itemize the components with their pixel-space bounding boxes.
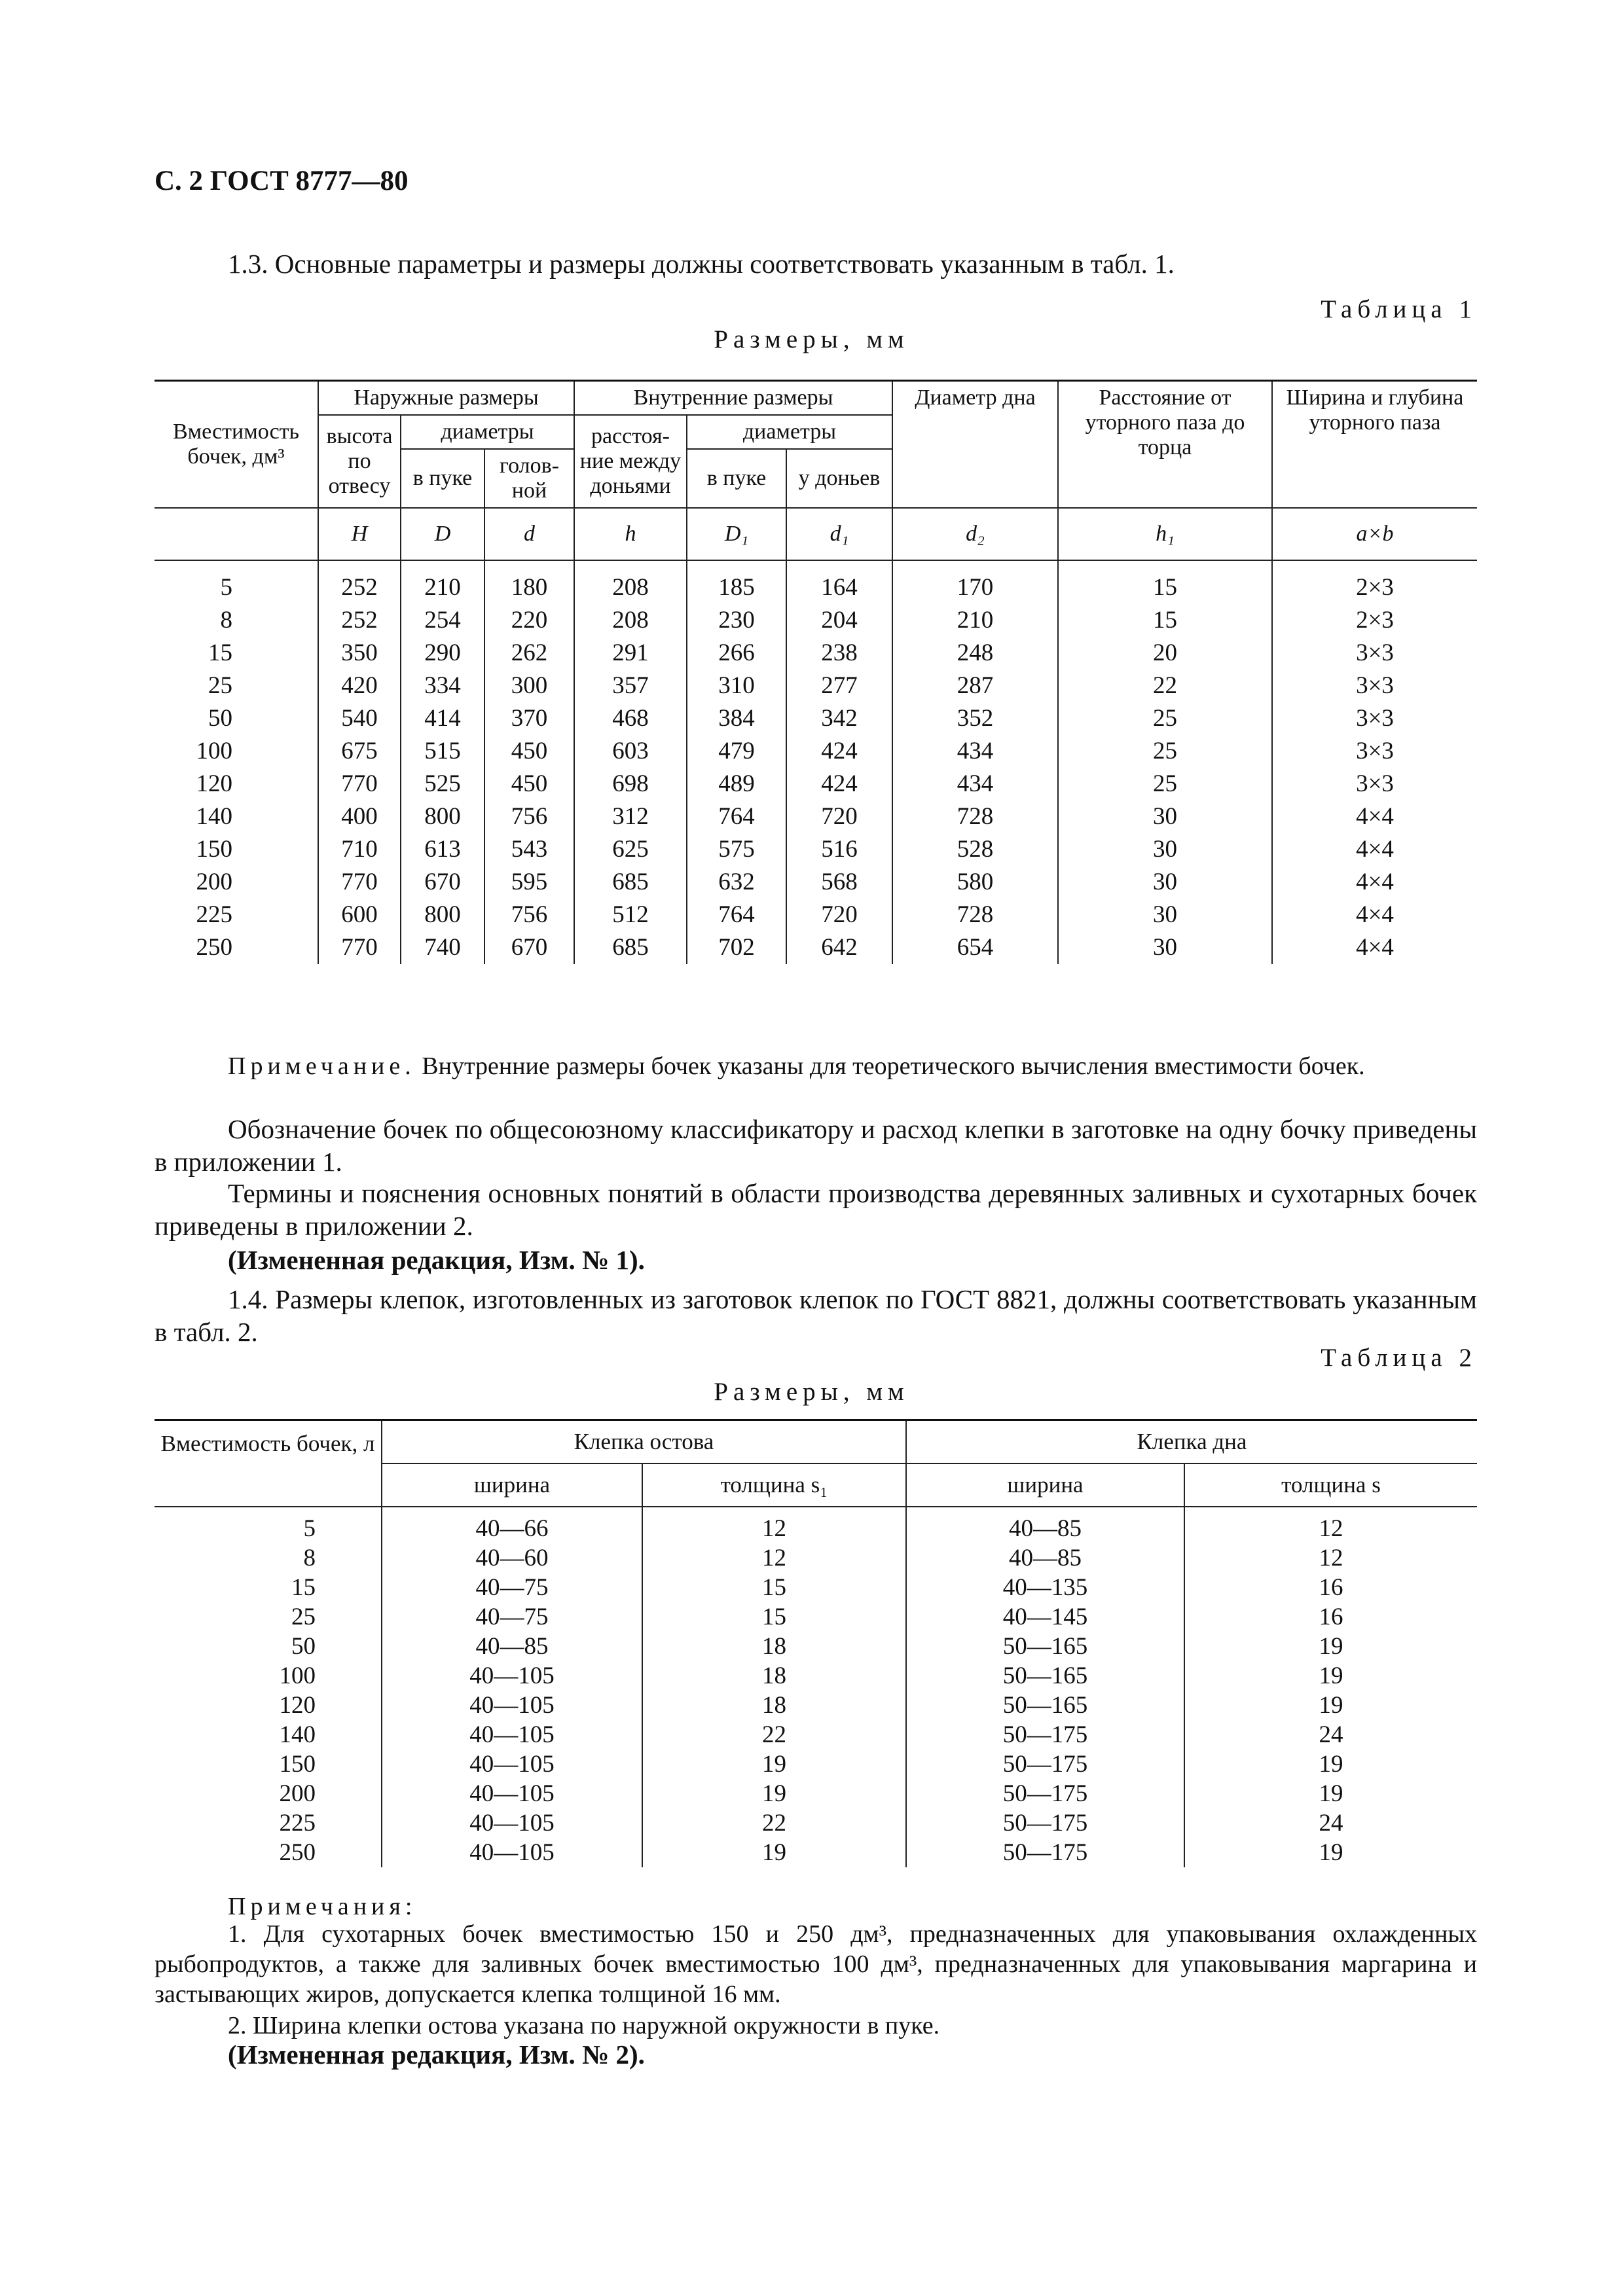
table-cell: 540 [318,702,401,735]
table-cell: 262 [484,637,574,670]
table-cell: 30 [1058,800,1272,833]
table-cell: 19 [1184,1749,1477,1779]
table-cell: 50—175 [906,1808,1184,1838]
th2-thickness-s1: толщина s₁ [642,1463,906,1507]
th-distance-between-heads: расстоя-ние между доньями [574,415,687,508]
table-cell: 15 [642,1602,906,1632]
table-cell: 50—175 [906,1779,1184,1808]
table-cell: 254 [401,604,484,637]
table-cell: 740 [401,931,484,964]
table-cell: 654 [892,931,1058,964]
table-cell: 25 [1058,702,1272,735]
table-row [155,833,1477,866]
table-cell: 30 [1058,931,1272,964]
table-cell: 291 [574,637,687,670]
table-cell: 4×4 [1272,899,1477,931]
table-cell: 310 [687,670,786,702]
th-groove-size: Ширина и глубина уторного паза [1272,381,1477,509]
table-row [155,1573,1477,1602]
th-inner-dimensions: Внутренние размеры [574,381,892,416]
table-cell: 30 [1058,866,1272,899]
table-cell: 40—85 [906,1507,1184,1543]
table-cell: 312 [574,800,687,833]
table-cell: 208 [574,604,687,637]
table-row [155,1808,1477,1838]
table-cell: 512 [574,899,687,931]
table-cell: 357 [574,670,687,702]
th-height-plumb: высота по отвесу [318,415,401,508]
table-cell: 120 [155,768,318,800]
table-cell: 675 [318,735,401,768]
table-cell: 8 [155,1543,382,1573]
table-row [155,931,1477,964]
table-cell: 250 [155,931,318,964]
table-cell: 22 [1058,670,1272,702]
table2-label: Таблица 2 [1321,1344,1477,1372]
table-cell: 3×3 [1272,768,1477,800]
amendment-2: (Измененная редакция, Изм. № 2). [228,2039,645,2070]
table-cell: 3×3 [1272,637,1477,670]
table-cell: 22 [642,1720,906,1749]
paragraph-terms: Термины и пояснения основных понятий в области производства деревянных заливных и сухотарных бочек приведены в приложении 2. [155,1178,1477,1241]
table-cell: 50—175 [906,1720,1184,1749]
table-cell: 18 [642,1661,906,1691]
table-cell: 50 [155,1632,382,1661]
table-cell: 764 [687,899,786,931]
paragraph-designation: Обозначение бочек по общесоюзному классификатору и расход клепки в заготовке на одну бочку приведены в приложении 1. [155,1114,1477,1177]
table-1 [155,380,1477,964]
table-cell: 40—105 [382,1661,642,1691]
table-cell: 24 [1184,1720,1477,1749]
th-outer-dimensions: Наружные размеры [318,381,574,416]
table-cell: 12 [642,1543,906,1573]
table-cell: 204 [786,604,892,637]
table-cell: 8 [155,604,318,637]
table-cell: 670 [484,931,574,964]
table1-label: Таблица 1 [1321,295,1477,323]
table-cell: 50—165 [906,1691,1184,1720]
notes-2-label [155,1890,1477,1923]
table-cell: 248 [892,637,1058,670]
table-cell: 208 [574,560,687,604]
table-cell: 800 [401,899,484,931]
table-cell: 250 [155,1838,382,1867]
table-cell: 300 [484,670,574,702]
th-symbol: h [574,508,687,560]
table-cell: 200 [155,866,318,899]
table-cell: 580 [892,866,1058,899]
table-cell: 25 [155,670,318,702]
table-cell: 543 [484,833,574,866]
note-1-label: Примечание. [228,1052,416,1080]
table-cell: 756 [484,800,574,833]
table-cell: 40—105 [382,1779,642,1808]
table-cell: 434 [892,735,1058,768]
table-cell: 24 [1184,1808,1477,1838]
table-cell: 16 [1184,1573,1477,1602]
table-row [155,1691,1477,1720]
table-cell: 25 [1058,768,1272,800]
table-cell: 180 [484,560,574,604]
table-row [155,768,1477,800]
table-cell: 450 [484,768,574,800]
table-cell: 50—165 [906,1661,1184,1691]
table-cell: 170 [892,560,1058,604]
table-cell: 290 [401,637,484,670]
table-cell: 424 [786,768,892,800]
table-cell: 350 [318,637,401,670]
table-cell: 4×4 [1272,833,1477,866]
table-cell: 40—105 [382,1691,642,1720]
table-cell: 685 [574,866,687,899]
table-cell: 489 [687,768,786,800]
table-row [155,800,1477,833]
table-cell: 342 [786,702,892,735]
table-cell: 100 [155,735,318,768]
table-cell: 642 [786,931,892,964]
table-cell: 698 [574,768,687,800]
notes-2-label-text: Примечания: [228,1893,417,1920]
table-cell: 40—60 [382,1543,642,1573]
table-cell: 266 [687,637,786,670]
table-cell: 12 [642,1507,906,1543]
th-bottom-diameter: Диаметр дна [892,381,1058,509]
table-cell: 30 [1058,899,1272,931]
amendment-1: (Измененная редакция, Изм. № 1). [228,1245,645,1275]
table-cell: 277 [786,670,892,702]
table-cell: 25 [155,1602,382,1632]
table-row [155,1838,1477,1867]
table-cell: 220 [484,604,574,637]
table-cell: 4×4 [1272,800,1477,833]
th-symbol: d₁ [786,508,892,560]
table-cell: 18 [642,1632,906,1661]
page-header: С. 2 ГОСТ 8777—80 [155,166,409,196]
table-cell: 525 [401,768,484,800]
th-symbol: h₁ [1058,508,1272,560]
table-cell: 287 [892,670,1058,702]
table-cell: 770 [318,866,401,899]
table-cell: 434 [892,768,1058,800]
table-cell: 40—105 [382,1720,642,1749]
table1-sizes-caption: Размеры, мм [714,325,909,353]
table-cell: 40—105 [382,1838,642,1867]
th-outer-diameters: диаметры [401,415,574,449]
table-cell: 670 [401,866,484,899]
table-cell: 414 [401,702,484,735]
table-cell: 764 [687,800,786,833]
th-inner-diameters: диаметры [687,415,892,449]
th-symbol-empty [155,508,318,560]
table-cell: 120 [155,1691,382,1720]
table-row [155,1779,1477,1808]
table-cell: 22 [642,1808,906,1838]
notes-2-item-2: 2. Ширина клепки остова указана по наружной окружности в пуке. [228,2012,940,2039]
table-cell: 568 [786,866,892,899]
table-cell: 728 [892,899,1058,931]
table-cell: 424 [786,735,892,768]
table-row [155,866,1477,899]
table-cell: 210 [892,604,1058,637]
table-cell: 384 [687,702,786,735]
table-cell: 685 [574,931,687,964]
table-cell: 210 [401,560,484,604]
th2-capacity: Вместимость бочек, л [155,1420,382,1507]
table-cell: 19 [1184,1661,1477,1691]
note-1 [155,1050,1477,1083]
table-cell: 352 [892,702,1058,735]
table-row [155,1749,1477,1779]
table-cell: 603 [574,735,687,768]
table-cell: 200 [155,1779,382,1808]
table-cell: 770 [318,931,401,964]
th-inner-at-heads: у доньев [786,449,892,508]
table-cell: 528 [892,833,1058,866]
table-cell: 3×3 [1272,702,1477,735]
table-cell: 230 [687,604,786,637]
table-row [155,1543,1477,1573]
table-row [155,560,1477,604]
table-cell: 515 [401,735,484,768]
table-row [155,702,1477,735]
table-row [155,637,1477,670]
table-cell: 800 [401,800,484,833]
th-outer-in-bilge: в пуке [401,449,484,508]
table-cell: 420 [318,670,401,702]
table-cell: 15 [1058,604,1272,637]
notes-2-item-1: 1. Для сухотарных бочек вместимостью 150 и 250 дм³, предназначенных для упаковывания охлажденных рыбопродуктов, а также для заливных бочек вместимостью 100 дм³, предназначенных для упаковывания маргарина и застывающих жиров, допускается клепка толщиной 16 мм. [155,1920,1477,2008]
th2-width-head: ширина [906,1463,1184,1507]
table-cell: 100 [155,1661,382,1691]
table-cell: 19 [1184,1632,1477,1661]
table-cell: 334 [401,670,484,702]
table-cell: 468 [574,702,687,735]
table-cell: 4×4 [1272,931,1477,964]
table-cell: 40—75 [382,1602,642,1632]
table-cell: 15 [155,1573,382,1602]
table-cell: 3×3 [1272,670,1477,702]
table-row [155,1602,1477,1632]
table-cell: 710 [318,833,401,866]
table-cell: 238 [786,637,892,670]
table-cell: 50—175 [906,1838,1184,1867]
table-cell: 185 [687,560,786,604]
table-row [155,670,1477,702]
paragraph-1-4: 1.4. Размеры клепок, изготовленных из заготовок клепок по ГОСТ 8821, должны соответствовать указанным в табл. 2. [155,1284,1477,1347]
table-cell: 728 [892,800,1058,833]
table-cell: 50—175 [906,1749,1184,1779]
table-cell: 40—75 [382,1573,642,1602]
table-cell: 613 [401,833,484,866]
table-row [155,1720,1477,1749]
th-symbol: d [484,508,574,560]
table-cell: 19 [642,1749,906,1779]
table-cell: 12 [1184,1543,1477,1573]
table-cell: 15 [155,637,318,670]
table-cell: 19 [1184,1779,1477,1808]
table-cell: 2×3 [1272,560,1477,604]
table-cell: 516 [786,833,892,866]
th-symbol: a×b [1272,508,1477,560]
table-cell: 2×3 [1272,604,1477,637]
table-cell: 625 [574,833,687,866]
table2-sizes-caption: Размеры, мм [714,1378,909,1406]
th-capacity: Вместимость бочек, дм³ [155,381,318,509]
table-cell: 40—105 [382,1749,642,1779]
table-row [155,604,1477,637]
table-cell: 150 [155,833,318,866]
th-symbol: D₁ [687,508,786,560]
table-cell: 140 [155,800,318,833]
table-cell: 720 [786,899,892,931]
table-cell: 5 [155,560,318,604]
table-cell: 632 [687,866,786,899]
table-row [155,1507,1477,1543]
table-cell: 600 [318,899,401,931]
th-symbol: D [401,508,484,560]
table-cell: 19 [642,1838,906,1867]
table-cell: 40—135 [906,1573,1184,1602]
table-cell: 770 [318,768,401,800]
th-groove-distance: Расстояние от уторного паза до торца [1058,381,1272,509]
table-cell: 252 [318,560,401,604]
th2-width: ширина [382,1463,642,1507]
table-cell: 16 [1184,1602,1477,1632]
table-cell: 50 [155,702,318,735]
table-2 [155,1419,1477,1867]
table-cell: 370 [484,702,574,735]
paragraph-1-3: 1.3. Основные параметры и размеры должны соответствовать указанным в табл. 1. [228,249,1175,279]
table-cell: 595 [484,866,574,899]
th2-stave-body: Клепка остова [382,1420,906,1464]
table-cell: 252 [318,604,401,637]
table-cell: 19 [1184,1691,1477,1720]
table-row [155,735,1477,768]
table-row [155,899,1477,931]
table-cell: 5 [155,1507,382,1543]
table-cell: 30 [1058,833,1272,866]
table-cell: 225 [155,1808,382,1838]
note-1-text: Внутренние размеры бочек указаны для теоретического вычисления вместимости бочек. [415,1052,1365,1080]
table-cell: 225 [155,899,318,931]
table-cell: 40—145 [906,1602,1184,1632]
table-row [155,1661,1477,1691]
table-cell: 40—66 [382,1507,642,1543]
table-cell: 40—85 [382,1632,642,1661]
table-cell: 450 [484,735,574,768]
table-cell: 19 [642,1779,906,1808]
table-cell: 400 [318,800,401,833]
th-inner-in-bilge: в пуке [687,449,786,508]
table-cell: 15 [642,1573,906,1602]
table-row [155,1632,1477,1661]
th2-stave-head: Клепка дна [906,1420,1477,1464]
table-cell: 140 [155,1720,382,1749]
table-cell: 756 [484,899,574,931]
table-cell: 15 [1058,560,1272,604]
table-cell: 40—85 [906,1543,1184,1573]
th-symbol: H [318,508,401,560]
table-cell: 19 [1184,1838,1477,1867]
table-cell: 3×3 [1272,735,1477,768]
table-cell: 720 [786,800,892,833]
table-cell: 18 [642,1691,906,1720]
th-outer-at-head: голов-ной [484,449,574,508]
table-cell: 479 [687,735,786,768]
th2-thickness-s: толщина s [1184,1463,1477,1507]
table-cell: 40—105 [382,1808,642,1838]
th-symbol: d₂ [892,508,1058,560]
table-cell: 702 [687,931,786,964]
table-cell: 4×4 [1272,866,1477,899]
table-cell: 50—165 [906,1632,1184,1661]
table-cell: 575 [687,833,786,866]
table-cell: 20 [1058,637,1272,670]
table-cell: 25 [1058,735,1272,768]
table-cell: 12 [1184,1507,1477,1543]
table-cell: 150 [155,1749,382,1779]
table-cell: 164 [786,560,892,604]
